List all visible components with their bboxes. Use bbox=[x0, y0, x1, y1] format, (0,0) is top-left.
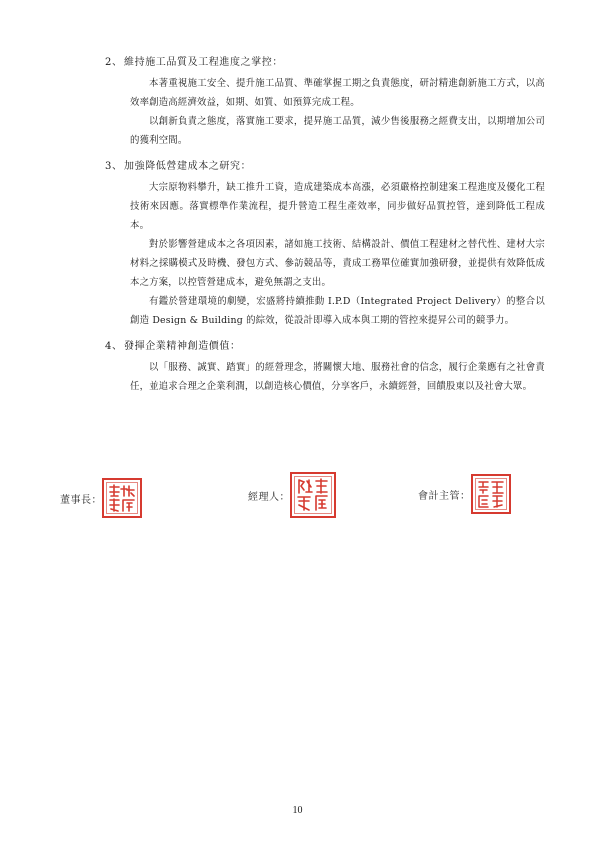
section-heading bbox=[105, 340, 545, 354]
chairman-seal-icon bbox=[102, 478, 142, 518]
accounting-signature bbox=[418, 474, 511, 514]
chairman-label: 董事長： bbox=[60, 494, 102, 506]
section-title: 加強降低營建成本之研究： bbox=[124, 161, 252, 172]
section-heading bbox=[105, 160, 545, 174]
section-title: 維持施工品質及工程進度之掌控： bbox=[124, 57, 283, 68]
signature-row bbox=[0, 478, 595, 538]
accounting-seal-icon bbox=[471, 474, 511, 514]
section-title: 發揮企業精神創造價值： bbox=[124, 341, 241, 352]
page-number: 10 bbox=[292, 805, 303, 816]
paragraph: 本著重視施工安全、提升施工品質、準確掌握工期之負責態度，研討精進創新施工方式，以高效率創造高經濟效益，如期、如質、如預算完成工程。 bbox=[130, 78, 545, 108]
section-number: 2、 bbox=[105, 57, 123, 68]
accounting-label: 會計主管： bbox=[418, 490, 471, 502]
paragraph: 以創新負責之態度，落實施工要求，提昇施工品質，減少售後服務之經費支出，以期增加公司的獲利空間。 bbox=[130, 116, 545, 146]
section-2 bbox=[105, 56, 545, 150]
section-heading bbox=[105, 56, 545, 70]
manager-seal-icon bbox=[290, 472, 336, 518]
manager-label: 經理人： bbox=[248, 491, 290, 503]
section-number: 4、 bbox=[105, 341, 123, 352]
section-4 bbox=[105, 340, 545, 396]
body-content bbox=[105, 56, 545, 406]
chairman-signature bbox=[60, 478, 142, 518]
paragraph: 有鑑於營建環境的劇變，宏盛將持續推動 I.P.D（Integrated Project Delivery）的整合以創造 Design & Building 的綜效，從設計即導入成本與工期的管控來提昇公司的競爭力。 bbox=[130, 296, 545, 326]
manager-signature bbox=[248, 472, 336, 518]
paragraph: 大宗原物料攀升，缺工推升工資，造成建築成本高漲，必須嚴格控制建案工程進度及優化工程技術來因應。落實標準作業流程，提升營造工程生產效率，同步做好品質控管，達到降低工程成本。 bbox=[130, 182, 545, 231]
section-3 bbox=[105, 160, 545, 330]
paragraph: 對於影響營建成本之各項因素，諸如施工技術、結構設計、價值工程建材之替代性、建材大宗材料之採購模式及時機、發包方式、參訪競品等，責成工務單位確實加強研發，並提供有效降低成本之方案，以控管營建成本，避免無謂之支出。 bbox=[130, 239, 545, 288]
section-number: 3、 bbox=[105, 161, 123, 172]
paragraph: 以「服務、誠實、踏實」的經營理念，將關懷大地、服務社會的信念，履行企業應有之社會責任，並追求合理之企業利潤，以創造核心價值，分享客戶，永續經營，回饋股東以及社會大眾。 bbox=[130, 362, 545, 392]
